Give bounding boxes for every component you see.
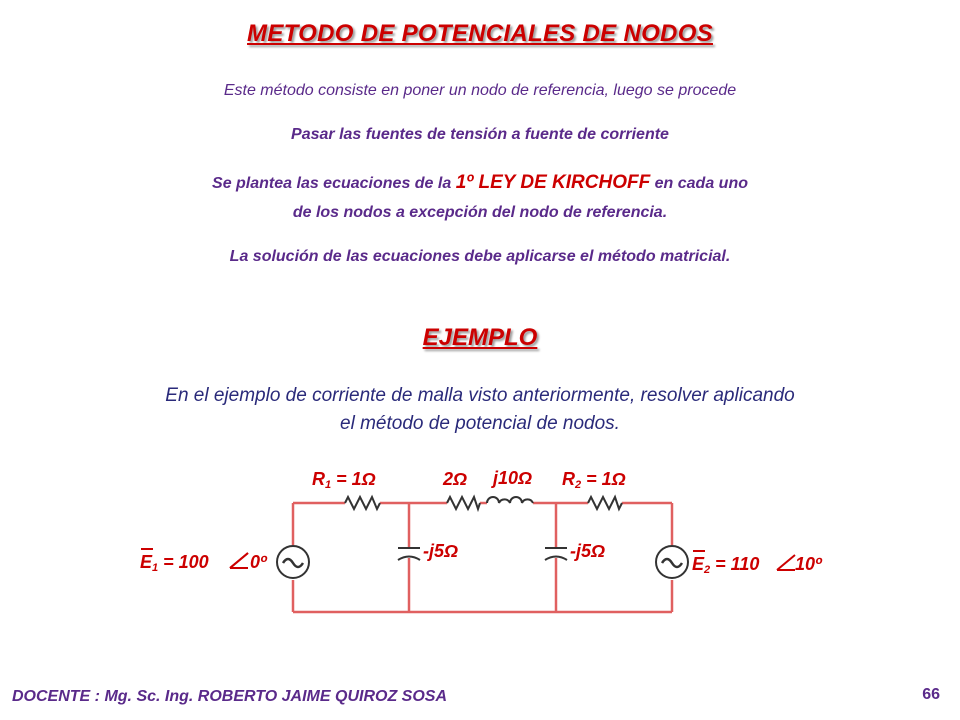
angle-symbol-e1-icon [230,553,248,568]
inductor-j10 [487,497,533,503]
label-inductor: j10Ω [493,468,533,488]
ac-source-e1-icon [277,546,309,578]
page-number: 66 [922,686,940,703]
resistor-r1 [345,497,380,509]
kirchhoff-text-pre: Se plantea las ecuaciones de la [212,175,456,192]
footer-docente: DOCENTE : Mg. Sc. Ing. ROBERTO JAIME QUIROZ SOSA [12,688,447,705]
label-e1-angle: 0º [250,552,267,572]
label-cap-left: -j5Ω [423,541,459,561]
label-e1: E1 = 100 [140,552,209,574]
ac-source-e2-icon [656,546,688,578]
label-cap-right: -j5Ω [570,541,606,561]
resistor-r2 [588,497,622,509]
paragraph-source-conversion: Pasar las fuentes de tensión a fuente de corriente [291,126,669,143]
label-e2: E2 = 110 [692,554,760,576]
circuit-wires [293,503,672,612]
paragraph-kirchhoff-line2: de los nodos a excepción del nodo de referencia. [292,204,668,221]
label-e2-angle: 10º [795,554,822,574]
label-r2: R2 = 1Ω [562,469,626,491]
label-r-mid: 2Ω [443,469,468,489]
paragraph-method-description: Este método consiste en poner un nodo de referencia, luego se procede [223,82,737,99]
example-heading: EJEMPLO [422,324,538,351]
angle-symbol-e2-icon [777,555,795,570]
slide-title: METODO DE POTENCIALES DE NODOS [247,20,713,47]
resistor-2ohm [447,497,480,509]
label-r1: R1 = 1Ω [312,469,376,491]
paragraph-matrix-solution: La solución de las ecuaciones debe aplicarse el método matricial. [229,248,731,265]
example-line-1: En el ejemplo de corriente de malla visto anteriormente, resolver aplicando [165,385,795,406]
example-line-2: el método de potencial de nodos. [340,413,620,434]
kirchhoff-text-post: en cada uno [650,175,748,192]
kirchhoff-law-highlight: 1º LEY DE KIRCHOFF [455,172,651,193]
